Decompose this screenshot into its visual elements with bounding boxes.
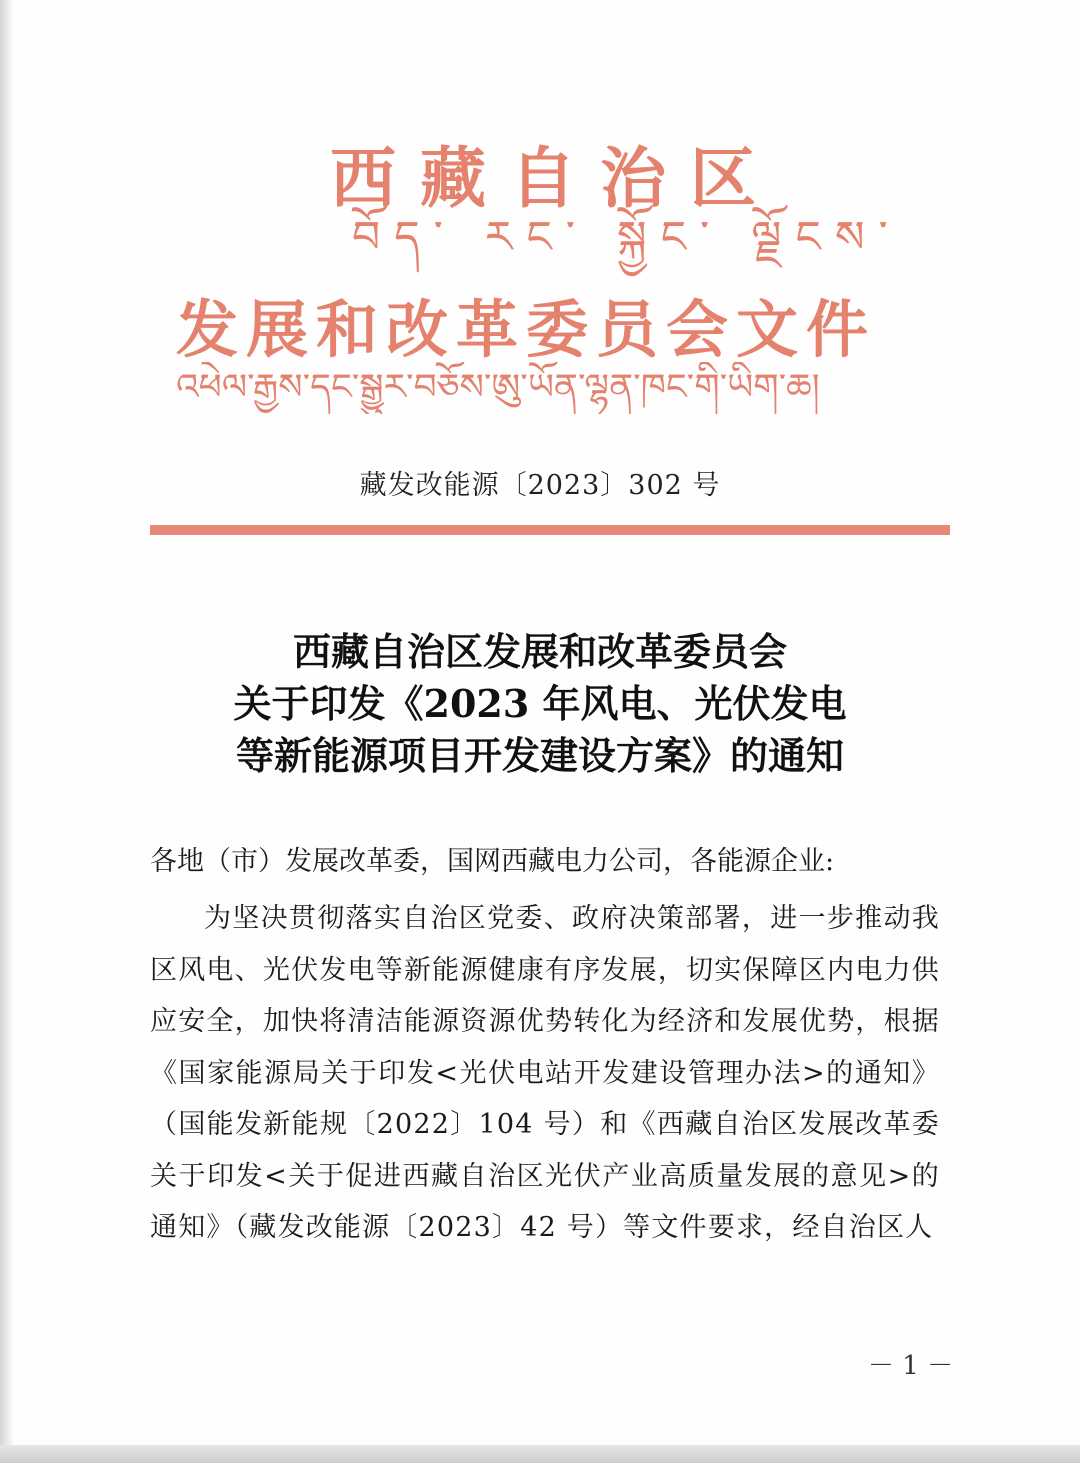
page-number: － 1 －	[868, 1351, 954, 1381]
agency-title-line-1: 西藏自治区	[330, 139, 780, 217]
notice-title-line-1: 西藏自治区发展和改革委员会	[292, 629, 787, 674]
scan-bottom-shadow	[0, 1445, 1080, 1463]
notice-title-line-2: 关于印发《2023 年风电、光伏发电	[233, 681, 847, 726]
agency-title-line-1-tibetan: བོད་ རང་ སྐྱོང་ ལྗོངས་	[352, 212, 902, 263]
red-header-rule	[150, 525, 950, 535]
body-paragraph: 为坚决贯彻落实自治区党委、政府决策部署，进一步推动我区风电、光伏发电等新能源健康有序发展，切实保障区内电力供应安全，加快将清洁能源资源优势转化为经济和发展优势，根据《国家能源局关于印发<光伏电站开发建设管理办法>的通知》（国能发新能规〔2022〕104 号）和《西藏自治区发展改革委关于印发<关于促进西藏自治区光伏产业高质量发展的意见>的通知》（藏发改能源〔2023〕42 号）等文件要求，经自治区人	[150, 903, 940, 1243]
salutation: 各地（市）发展改革委，国网西藏电力公司，各能源企业:	[150, 846, 835, 877]
notice-title-line-3: 等新能源项目开发建设方案》的通知	[235, 733, 844, 778]
notice-title	[0, 626, 1080, 782]
agency-title-line-2: 发展和改革委员会文件	[176, 293, 877, 366]
agency-title-line-2-tibetan: འཕེལ་རྒྱས་དང་སྒྱུར་བཅོས་ཨུ་ཡོན་ལྷན་ཁང་གི་ཡིག་ཆ།	[176, 367, 820, 408]
document-number: 藏发改能源〔2023〕302 号	[359, 470, 721, 501]
